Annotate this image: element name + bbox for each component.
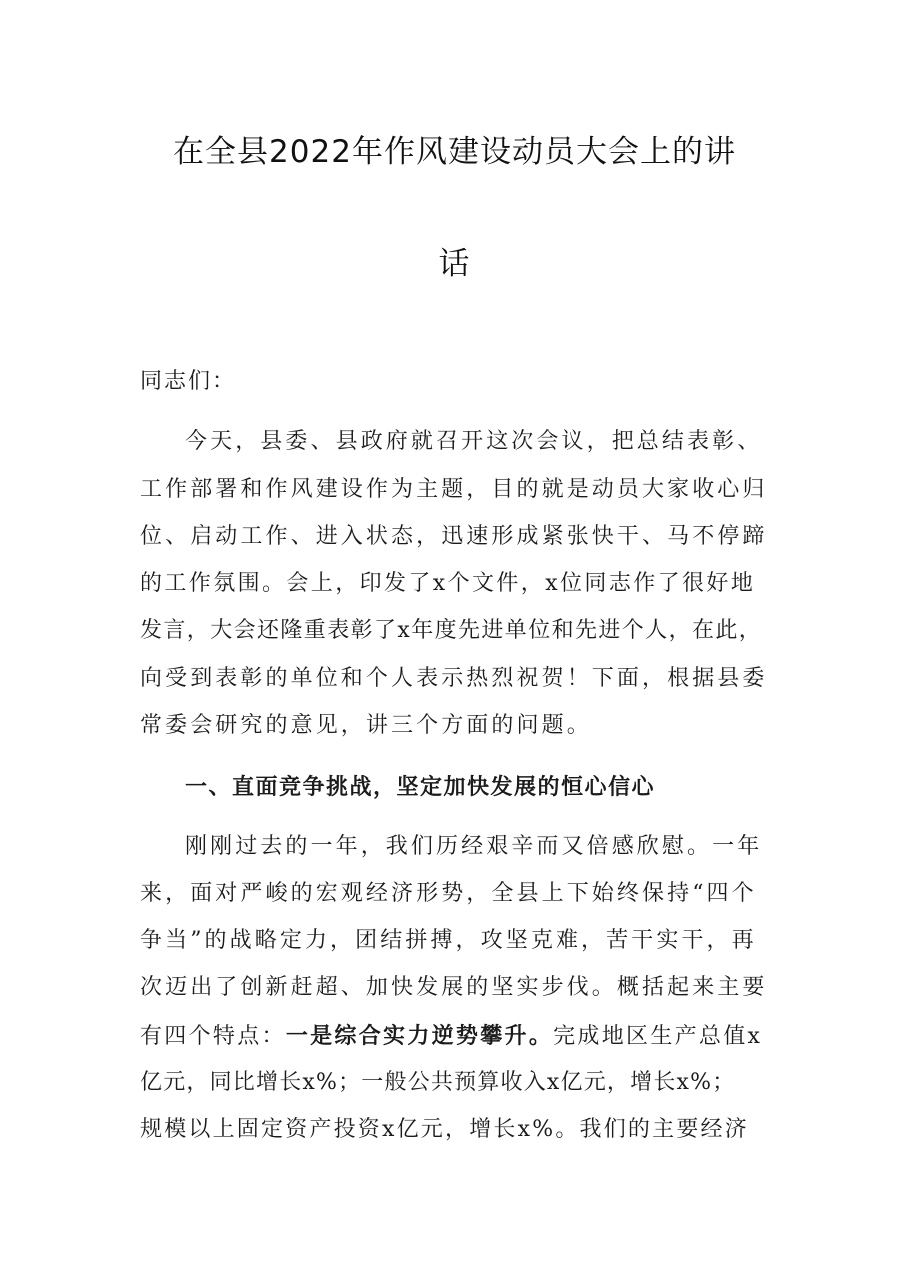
section-heading-1: 一、直面竞争挑战，坚定加快发展的恒心信心 — [185, 774, 656, 800]
emphasis-point-one: 一是综合实力逆势攀升。 — [285, 1023, 554, 1049]
paragraph-2-line-5-prefix: 有四个特点： — [140, 1024, 286, 1049]
paragraph-2-line-5 — [140, 1021, 762, 1052]
paragraph-1-line-4: 的工作氛围。会上，印发了x个文件，x位同志作了很好地 — [140, 571, 756, 596]
paragraph-2-line-3: 争当”的战略定力，团结拼搏，攻坚克难，苦干实干，再 — [140, 928, 757, 953]
paragraph-1-line-1: 今天，县委、县政府就召开这次会议，把总结表彰、 — [185, 429, 763, 454]
salutation: 同志们： — [140, 369, 237, 394]
paragraph-1-line-2: 工作部署和作风建设作为主题，目的就是动员大家收心归 — [140, 477, 768, 502]
paragraph-1-line-6: 向受到表彰的单位和个人表示热烈祝贺！下面，根据县委 — [140, 666, 768, 691]
paragraph-2-line-1: 刚刚过去的一年，我们历经艰辛而又倍感欣慰。一年 — [185, 834, 763, 859]
paragraph-2-line-6: 亿元，同比增长x%；一般公共预算收入x亿元，增长x%； — [140, 1070, 736, 1095]
document-title-line-1: 在全县2022年作风建设动员大会上的讲 — [173, 134, 736, 170]
document-title-line-2: 话 — [438, 246, 471, 282]
paragraph-2-line-2: 来，面对严峻的宏观经济形势，全县上下始终保持“四个 — [140, 881, 757, 906]
paragraph-1-line-3: 位、启动工作、进入状态，迅速形成紧张快干、马不停蹄 — [140, 524, 768, 549]
paragraph-2-line-5-suffix: 完成地区生产总值x — [553, 1024, 763, 1049]
paragraph-1-line-7: 常委会研究的意见，讲三个方面的问题。 — [140, 713, 592, 738]
paragraph-1-line-5: 发言，大会还隆重表彰了x年度先进单位和先进个人，在此， — [140, 618, 763, 643]
paragraph-2-line-4: 次迈出了创新赶超、加快发展的坚实步伐。概括起来主要 — [140, 975, 768, 1000]
paragraph-2-line-7: 规模以上固定资产投资x亿元，增长x%。我们的主要经济 — [140, 1117, 749, 1142]
